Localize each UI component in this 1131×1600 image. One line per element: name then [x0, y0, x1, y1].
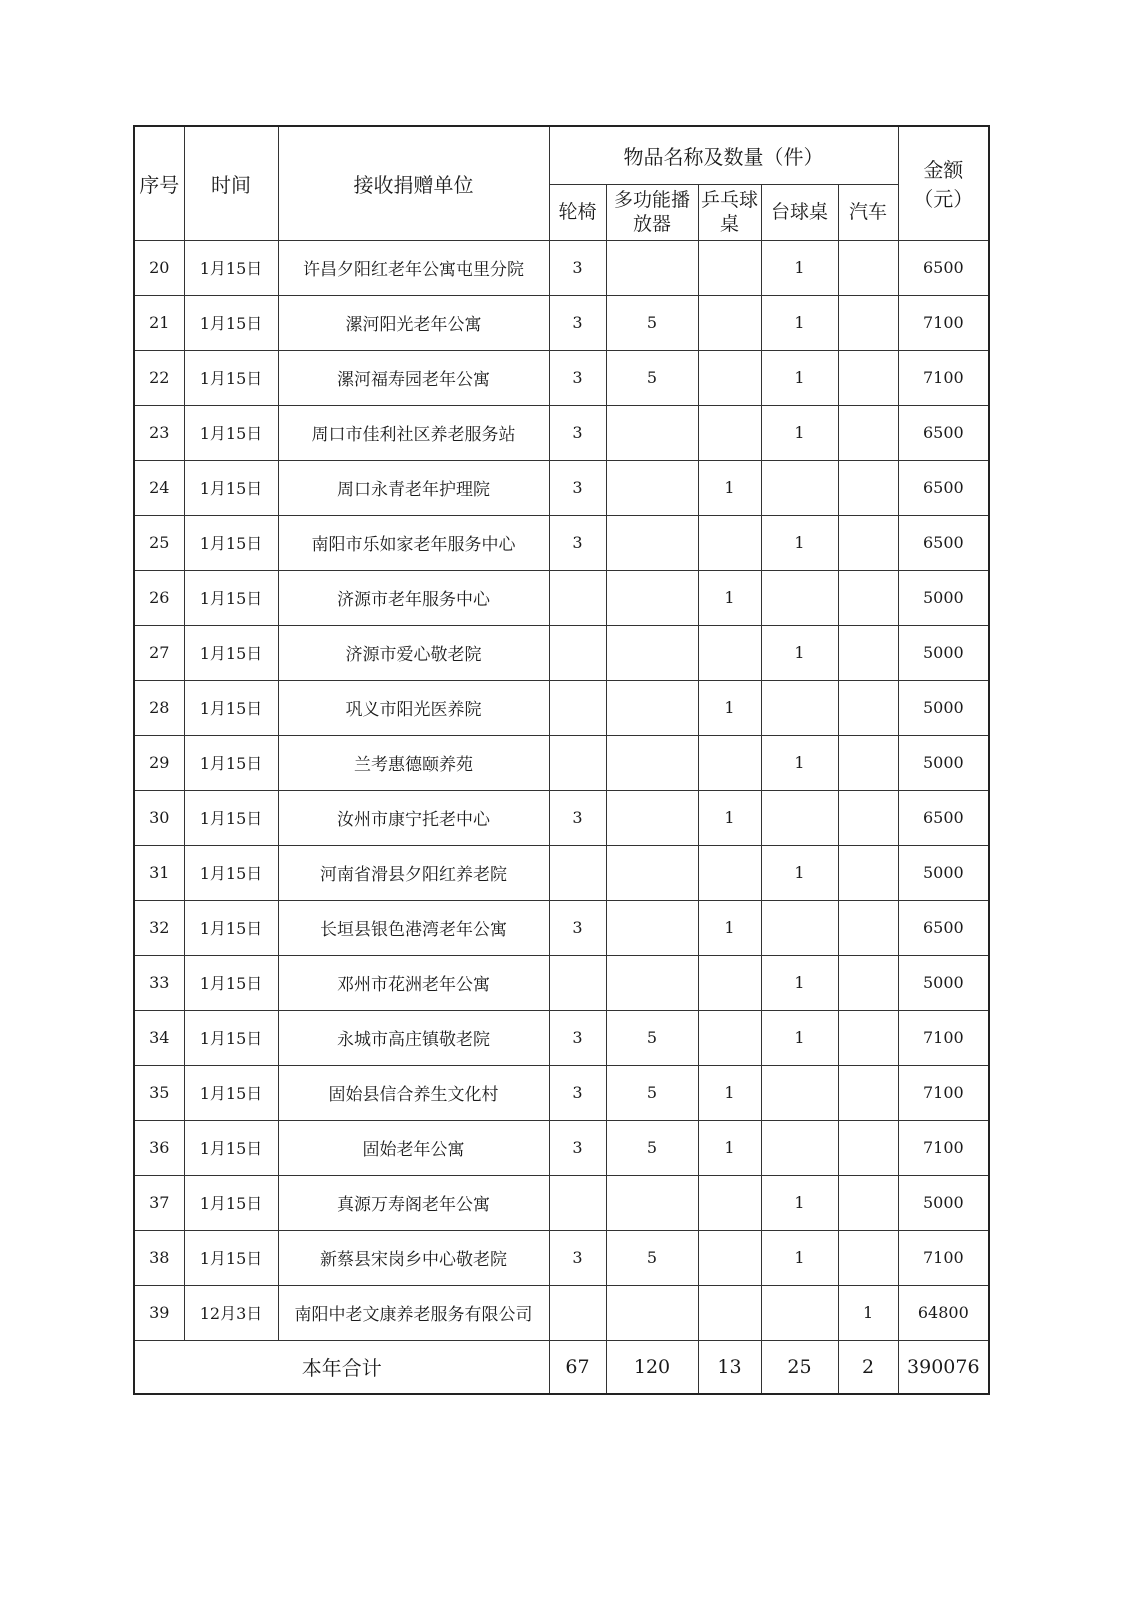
cell-wheelchair: 3 [549, 790, 606, 845]
header-seq: 序号 [134, 126, 184, 240]
cell-player [606, 405, 698, 460]
total-car: 2 [838, 1340, 898, 1394]
cell-date: 12月3日 [184, 1285, 278, 1340]
cell-amount: 5000 [898, 955, 989, 1010]
header-items-group: 物品名称及数量（件） [549, 126, 898, 184]
cell-seq: 26 [134, 570, 184, 625]
cell-wheelchair [549, 680, 606, 735]
cell-player [606, 680, 698, 735]
cell-player [606, 1175, 698, 1230]
table-row [134, 460, 989, 515]
table-row [134, 295, 989, 350]
total-amount: 390076 [898, 1340, 989, 1394]
cell-pingpong: 1 [698, 900, 761, 955]
cell-car [838, 735, 898, 790]
cell-pingpong [698, 1285, 761, 1340]
donation-table [133, 125, 990, 1395]
table-row [134, 790, 989, 845]
cell-date: 1月15日 [184, 1065, 278, 1120]
table-row [134, 1120, 989, 1175]
total-player: 120 [606, 1340, 698, 1394]
table-row [134, 1230, 989, 1285]
cell-player [606, 845, 698, 900]
cell-seq: 24 [134, 460, 184, 515]
cell-date: 1月15日 [184, 625, 278, 680]
cell-pingpong: 1 [698, 680, 761, 735]
cell-date: 1月15日 [184, 1175, 278, 1230]
total-billiard: 25 [761, 1340, 838, 1394]
cell-date: 1月15日 [184, 460, 278, 515]
cell-amount: 5000 [898, 625, 989, 680]
cell-car [838, 955, 898, 1010]
cell-billiard: 1 [761, 240, 838, 295]
header-amount-line2: （元） [913, 187, 974, 212]
cell-unit: 河南省滑县夕阳红养老院 [278, 845, 549, 900]
cell-billiard: 1 [761, 350, 838, 405]
cell-billiard: 1 [761, 405, 838, 460]
cell-player [606, 625, 698, 680]
cell-billiard: 1 [761, 1175, 838, 1230]
cell-wheelchair: 3 [549, 295, 606, 350]
cell-unit: 邓州市花洲老年公寓 [278, 955, 549, 1010]
cell-billiard [761, 1065, 838, 1120]
cell-amount: 5000 [898, 570, 989, 625]
cell-car [838, 900, 898, 955]
cell-seq: 36 [134, 1120, 184, 1175]
cell-unit: 真源万寿阁老年公寓 [278, 1175, 549, 1230]
cell-unit: 永城市高庄镇敬老院 [278, 1010, 549, 1065]
table-row [134, 1010, 989, 1065]
cell-wheelchair: 3 [549, 1010, 606, 1065]
cell-car [838, 240, 898, 295]
cell-date: 1月15日 [184, 900, 278, 955]
cell-car [838, 460, 898, 515]
table-row [134, 1065, 989, 1120]
cell-billiard: 1 [761, 625, 838, 680]
cell-wheelchair [549, 1285, 606, 1340]
cell-unit: 长垣县银色港湾老年公寓 [278, 900, 549, 955]
cell-amount: 6500 [898, 240, 989, 295]
cell-unit: 济源市老年服务中心 [278, 570, 549, 625]
cell-amount: 64800 [898, 1285, 989, 1340]
cell-unit: 南阳市乐如家老年服务中心 [278, 515, 549, 570]
cell-billiard: 1 [761, 295, 838, 350]
cell-billiard [761, 790, 838, 845]
cell-date: 1月15日 [184, 1120, 278, 1175]
cell-wheelchair: 3 [549, 1065, 606, 1120]
cell-unit: 周口市佳利社区养老服务站 [278, 405, 549, 460]
total-wheelchair: 67 [549, 1340, 606, 1394]
cell-amount: 7100 [898, 1065, 989, 1120]
cell-date: 1月15日 [184, 295, 278, 350]
header-item-player: 多功能播放器 [606, 184, 698, 240]
cell-date: 1月15日 [184, 735, 278, 790]
table-row [134, 350, 989, 405]
cell-seq: 30 [134, 790, 184, 845]
cell-pingpong [698, 1175, 761, 1230]
cell-pingpong [698, 955, 761, 1010]
table-body [134, 240, 989, 1340]
cell-amount: 7100 [898, 1010, 989, 1065]
cell-car [838, 680, 898, 735]
cell-pingpong [698, 295, 761, 350]
cell-pingpong: 1 [698, 790, 761, 845]
header-unit: 接收捐赠单位 [278, 126, 549, 240]
cell-seq: 33 [134, 955, 184, 1010]
total-pingpong: 13 [698, 1340, 761, 1394]
cell-seq: 34 [134, 1010, 184, 1065]
cell-wheelchair [549, 570, 606, 625]
cell-pingpong [698, 1230, 761, 1285]
cell-amount: 7100 [898, 1120, 989, 1175]
cell-pingpong [698, 515, 761, 570]
cell-pingpong: 1 [698, 1065, 761, 1120]
table-row [134, 735, 989, 790]
cell-date: 1月15日 [184, 1010, 278, 1065]
cell-amount: 6500 [898, 515, 989, 570]
table-row [134, 405, 989, 460]
header-amount-line1: 金额 [923, 158, 964, 183]
cell-player [606, 1285, 698, 1340]
cell-seq: 35 [134, 1065, 184, 1120]
cell-amount: 5000 [898, 735, 989, 790]
cell-billiard: 1 [761, 735, 838, 790]
cell-amount: 6500 [898, 900, 989, 955]
cell-billiard [761, 900, 838, 955]
cell-seq: 22 [134, 350, 184, 405]
cell-date: 1月15日 [184, 515, 278, 570]
cell-billiard: 1 [761, 955, 838, 1010]
cell-player [606, 955, 698, 1010]
cell-car [838, 1010, 898, 1065]
table-row [134, 845, 989, 900]
cell-seq: 21 [134, 295, 184, 350]
cell-car: 1 [838, 1285, 898, 1340]
cell-player: 5 [606, 1010, 698, 1065]
cell-car [838, 845, 898, 900]
table-row [134, 570, 989, 625]
cell-unit: 周口永青老年护理院 [278, 460, 549, 515]
cell-unit: 南阳中老文康养老服务有限公司 [278, 1285, 549, 1340]
cell-player [606, 790, 698, 845]
cell-car [838, 570, 898, 625]
cell-pingpong [698, 405, 761, 460]
cell-unit: 巩义市阳光医养院 [278, 680, 549, 735]
cell-unit: 固始老年公寓 [278, 1120, 549, 1175]
header-item-car: 汽车 [838, 184, 898, 240]
cell-pingpong: 1 [698, 460, 761, 515]
cell-billiard: 1 [761, 845, 838, 900]
cell-seq: 29 [134, 735, 184, 790]
cell-pingpong [698, 350, 761, 405]
cell-pingpong [698, 845, 761, 900]
cell-car [838, 295, 898, 350]
total-row [134, 1340, 989, 1394]
table-row [134, 515, 989, 570]
cell-date: 1月15日 [184, 350, 278, 405]
header-time: 时间 [184, 126, 278, 240]
cell-player: 5 [606, 1065, 698, 1120]
cell-unit: 济源市爱心敬老院 [278, 625, 549, 680]
cell-amount: 6500 [898, 790, 989, 845]
cell-unit: 固始县信合养生文化村 [278, 1065, 549, 1120]
cell-car [838, 1120, 898, 1175]
table-row [134, 240, 989, 295]
cell-billiard: 1 [761, 1010, 838, 1065]
cell-seq: 20 [134, 240, 184, 295]
cell-pingpong [698, 625, 761, 680]
cell-car [838, 350, 898, 405]
cell-billiard [761, 460, 838, 515]
cell-car [838, 1065, 898, 1120]
cell-wheelchair: 3 [549, 515, 606, 570]
cell-date: 1月15日 [184, 570, 278, 625]
cell-wheelchair: 3 [549, 350, 606, 405]
cell-seq: 25 [134, 515, 184, 570]
cell-wheelchair: 3 [549, 460, 606, 515]
cell-billiard [761, 570, 838, 625]
cell-seq: 23 [134, 405, 184, 460]
cell-date: 1月15日 [184, 1230, 278, 1285]
total-label: 本年合计 [134, 1340, 549, 1394]
cell-car [838, 790, 898, 845]
cell-pingpong: 1 [698, 1120, 761, 1175]
header-amount [898, 126, 989, 240]
cell-billiard [761, 680, 838, 735]
cell-date: 1月15日 [184, 240, 278, 295]
cell-player: 5 [606, 1120, 698, 1175]
cell-billiard: 1 [761, 515, 838, 570]
cell-amount: 5000 [898, 680, 989, 735]
cell-pingpong [698, 735, 761, 790]
cell-wheelchair: 3 [549, 900, 606, 955]
cell-billiard [761, 1285, 838, 1340]
cell-player [606, 460, 698, 515]
table-row [134, 955, 989, 1010]
cell-player [606, 900, 698, 955]
header-item-wheelchair: 轮椅 [549, 184, 606, 240]
cell-unit: 漯河福寿园老年公寓 [278, 350, 549, 405]
cell-date: 1月15日 [184, 845, 278, 900]
cell-amount: 5000 [898, 1175, 989, 1230]
cell-billiard: 1 [761, 1230, 838, 1285]
cell-pingpong: 1 [698, 570, 761, 625]
cell-amount: 7100 [898, 295, 989, 350]
cell-pingpong [698, 240, 761, 295]
cell-seq: 28 [134, 680, 184, 735]
cell-player [606, 570, 698, 625]
table-row [134, 1285, 989, 1340]
table-row [134, 1175, 989, 1230]
cell-pingpong [698, 1010, 761, 1065]
header-item-pingpong: 乒乓球桌 [698, 184, 761, 240]
table-row [134, 625, 989, 680]
cell-billiard [761, 1120, 838, 1175]
table-row [134, 900, 989, 955]
header-item-billiard: 台球桌 [761, 184, 838, 240]
cell-player: 5 [606, 295, 698, 350]
cell-wheelchair [549, 845, 606, 900]
cell-amount: 5000 [898, 845, 989, 900]
cell-wheelchair: 3 [549, 1120, 606, 1175]
cell-date: 1月15日 [184, 955, 278, 1010]
cell-wheelchair: 3 [549, 405, 606, 460]
cell-unit: 新蔡县宋岗乡中心敬老院 [278, 1230, 549, 1285]
cell-unit: 许昌夕阳红老年公寓屯里分院 [278, 240, 549, 295]
cell-seq: 27 [134, 625, 184, 680]
table-row [134, 680, 989, 735]
cell-wheelchair [549, 625, 606, 680]
cell-car [838, 515, 898, 570]
header-row-1 [134, 126, 989, 184]
cell-seq: 31 [134, 845, 184, 900]
cell-unit: 漯河阳光老年公寓 [278, 295, 549, 350]
cell-amount: 6500 [898, 405, 989, 460]
cell-unit: 兰考惠德颐养苑 [278, 735, 549, 790]
cell-seq: 37 [134, 1175, 184, 1230]
cell-car [838, 405, 898, 460]
cell-unit: 汝州市康宁托老中心 [278, 790, 549, 845]
cell-player: 5 [606, 350, 698, 405]
cell-wheelchair: 3 [549, 240, 606, 295]
cell-date: 1月15日 [184, 790, 278, 845]
cell-car [838, 1230, 898, 1285]
cell-wheelchair [549, 735, 606, 790]
cell-seq: 39 [134, 1285, 184, 1340]
cell-wheelchair [549, 955, 606, 1010]
cell-date: 1月15日 [184, 680, 278, 735]
cell-car [838, 625, 898, 680]
cell-car [838, 1175, 898, 1230]
cell-date: 1月15日 [184, 405, 278, 460]
cell-player [606, 515, 698, 570]
cell-amount: 7100 [898, 350, 989, 405]
cell-player: 5 [606, 1230, 698, 1285]
cell-player [606, 240, 698, 295]
cell-player [606, 735, 698, 790]
cell-amount: 7100 [898, 1230, 989, 1285]
cell-wheelchair [549, 1175, 606, 1230]
cell-wheelchair: 3 [549, 1230, 606, 1285]
cell-amount: 6500 [898, 460, 989, 515]
cell-seq: 38 [134, 1230, 184, 1285]
cell-seq: 32 [134, 900, 184, 955]
